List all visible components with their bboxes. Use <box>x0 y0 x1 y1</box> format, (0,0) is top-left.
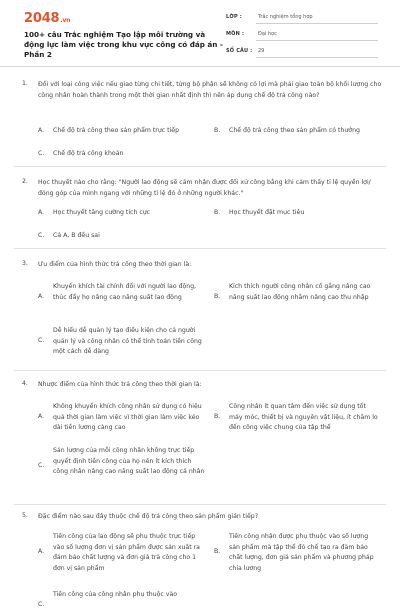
option-text: Học thuyết đặt mục tiêu <box>229 209 305 216</box>
question-text: Ưu điểm của hình thức trả công theo thời gian là: <box>38 261 192 268</box>
document-header <box>0 0 400 67</box>
option-letter: B. <box>214 127 221 134</box>
option-letter: C. <box>38 232 45 239</box>
option-text: Tiền công nhận được phụ thuộc vào số lượng sản phẩm mà tập thể đó chế tạo ra đảm bảo chất lượng, đơn giá sản phẩm và phương pháp chia lương <box>229 533 374 572</box>
option-text: Cả A, B đều sai <box>53 232 100 239</box>
divider <box>14 370 386 371</box>
option-text: Tiền công của công nhân phụ thuộc vào <box>53 591 178 598</box>
logo-suffix: .vn <box>60 17 71 24</box>
question-text: Đối với loại công việc nếu giao từng chi tiết, từng bộ phận sẽ không có lợi mà phải giao toàn bộ khối lượng cho công nhân hoàn thành trong một thời gian nhất định thì nên áp dụng chế độ trả công nào? <box>38 81 382 99</box>
meta-label: LỚP : <box>226 14 242 20</box>
document-meta <box>226 11 378 62</box>
meta-value: 29 <box>258 48 265 54</box>
meta-row-subject <box>226 28 378 45</box>
divider <box>14 166 386 167</box>
option-letter: A. <box>38 127 45 134</box>
meta-underline <box>256 57 378 58</box>
divider <box>14 248 386 249</box>
option-letter: A. <box>38 413 45 420</box>
option-letter: A. <box>38 209 45 216</box>
option-letter: C. <box>38 601 45 608</box>
meta-value: Đại học <box>258 31 277 37</box>
question-text: Nhược điểm của hình thức trả công theo thời gian là: <box>38 381 202 388</box>
meta-label: SỐ CÂU : <box>226 48 253 54</box>
option-text: Không khuyến khích công nhân sử dụng có hiệu quả thời gian làm việc vì thời gian làm việc kéo dài tiền lương càng cao <box>53 403 202 431</box>
option-text: Học thuyết tăng cường tích cực <box>53 209 151 216</box>
option-text: Tiền công của lao động sẽ phụ thuộc trực tiếp vào số lượng đơn vị sản phẩm được sản xuất ra đảm bảo chất lượng và đơn giá trả công cho 1 đơn vị sản phẩm <box>53 533 200 572</box>
site-logo[interactable] <box>24 11 70 26</box>
option-text: Chế độ trả công theo sản phẩm trực tiếp <box>53 127 180 134</box>
option-text: Kích thích người công nhân cố gắng nâng cao năng suất lao động nhằm nâng cao thu nhập <box>229 283 371 301</box>
question-number: 5. <box>22 512 28 519</box>
option-letter: A. <box>38 293 45 300</box>
option-letter: C. <box>38 150 45 157</box>
option-text: Chế độ trả công theo sản phẩm có thưởng <box>229 127 360 134</box>
option-text: Công nhân ít quan tâm đến việc sử dụng tốt máy móc, thiết bị và nguyên vật liệu, ít chăm lo đến công việc chung của tập thể <box>229 403 378 431</box>
question-number: 4. <box>22 380 28 387</box>
meta-row-class <box>226 11 378 28</box>
meta-value: Trắc nghiệm tổng hợp <box>258 14 313 20</box>
meta-underline <box>256 40 378 41</box>
question-number: 3. <box>22 260 28 267</box>
option-letter: B. <box>214 293 221 300</box>
option-text: Khuyến khích tài chính đối với người lao động, thúc đẩy họ nâng cao năng suất lao động <box>53 283 197 301</box>
question-text: Học thuyết nào cho rằng: "Người lao động sẽ cảm nhận được đối xử công bằng khi cảm thấy tỉ lệ quyền lợi/đóng góp của mình ngang với những tỉ lệ đó ở những người khác." <box>38 179 371 197</box>
option-letter: C. <box>38 462 45 469</box>
question-number: 1. <box>22 80 28 87</box>
document-title: 100+ câu Trắc nghiệm Tạo lập môi trường và động lực làm việc trong khu vực công có đáp án - Phần 2 <box>24 30 223 59</box>
meta-row-count <box>226 45 378 62</box>
option-text: Dễ hiểu dễ quản lý tạo điều kiện cho cả người quản lý và công nhân có thể tính toán tiền công một cách dễ dàng <box>53 327 202 355</box>
meta-label: MÔN : <box>226 31 245 37</box>
question-number: 2. <box>22 178 28 185</box>
option-letter: C. <box>38 337 45 344</box>
option-letter: B. <box>214 413 221 420</box>
divider <box>14 504 386 505</box>
option-letter: B. <box>214 548 221 555</box>
question-text: Đặc điểm nào sau đây thuộc chế độ trả công theo sản phẩm gián tiếp? <box>38 513 258 520</box>
option-text: Chế độ trả công khoán <box>53 150 124 157</box>
logo-main: 2048 <box>24 11 60 26</box>
option-letter: A. <box>38 548 45 555</box>
meta-underline <box>256 23 378 24</box>
option-text: Sản lượng của mỗi công nhân không trực tiếp quyết định tiền công của họ nên ít kích thích công nhân nâng cao năng suất lao động cá nhân <box>53 447 205 475</box>
option-letter: B. <box>214 209 221 216</box>
